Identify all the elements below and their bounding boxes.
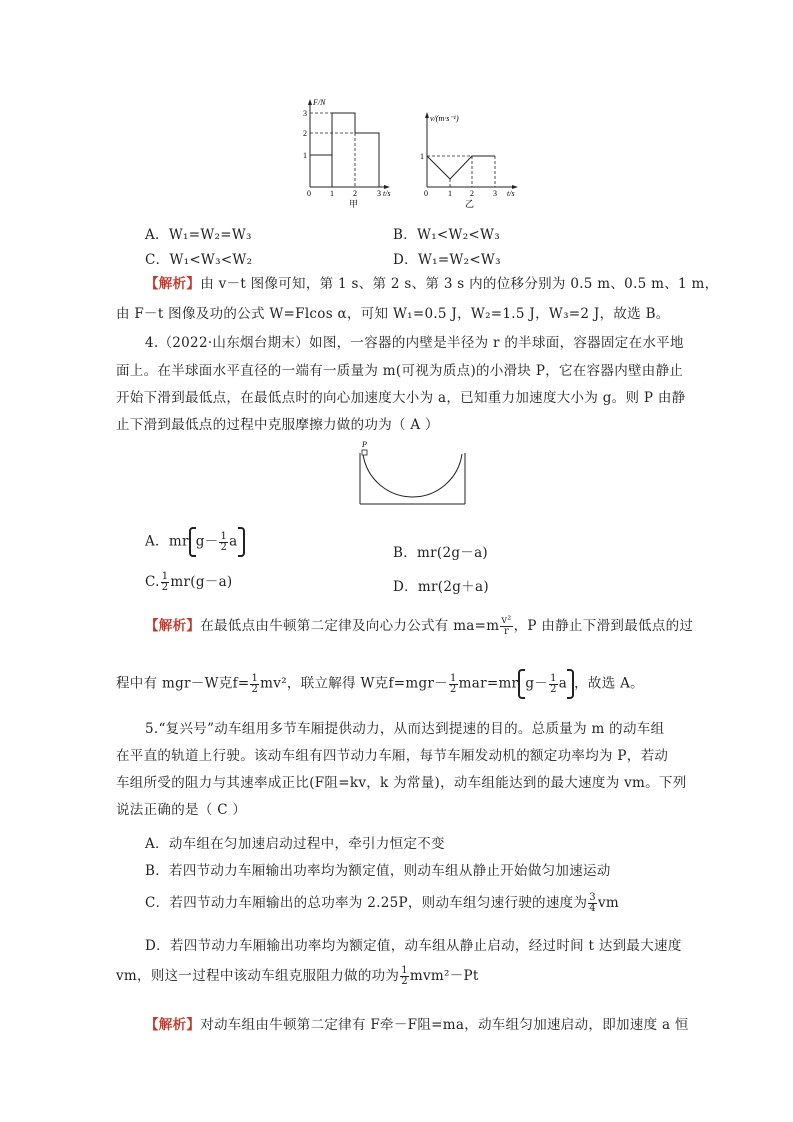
jia-ylabel: F/N (313, 98, 326, 107)
q5-option-a: A．动车组在匀加速启动过程中，牵引力恒定不变 (145, 836, 445, 852)
hemisphere-container-diagram (355, 438, 470, 508)
jia-ytick-2: 2 (303, 129, 307, 138)
q5-stem-line3: 车组所受的阻力与其速率成正比(F阻=kv，k 为常量)，动车组能达到的最大速度为 vm。下列 (116, 775, 687, 791)
jia-xtick-2: 2 (353, 189, 357, 198)
yi-xtick-3: 3 (493, 189, 497, 198)
q3-option-c: C．W₁<W₃<W₂ (145, 252, 253, 268)
force-time-graph (295, 95, 395, 210)
jia-caption: 甲 (349, 200, 359, 210)
q5-option-b: B．若四节动力车厢输出功率均为额定值，则动车组从静止开始做匀加速运动 (145, 863, 611, 879)
q5-stem-line1: 5.“复兴号”动车组用多节车厢提供动力，从而达到提速的目的。总质量为 m 的动车组 (145, 721, 665, 737)
q3-analysis-line1: 【解析】由 v－t 图像可知，第 1 s、第 2 s、第 3 s 内的位移分别为 0.5 m、0.5 m、1 m， (145, 276, 719, 292)
slider-block (362, 450, 367, 455)
label-p: P (362, 440, 367, 449)
q4-option-d: D．mr(2g＋a) (393, 579, 489, 595)
q4-analysis-line1: 【解析】在最低点由牛顿第二定律及向心力公式有 ma=m $\frac{\text{v²}}{r}$ ，P 由静止下滑到最低点的过 (145, 615, 694, 637)
yi-ylabel: v/(m·s⁻¹) (430, 114, 459, 123)
q5-stem-line2: 在平直的轨道上行驶。该动车组有四节动力车厢，每节车厢发动机的额定功率均为 P，若动 (116, 748, 669, 764)
q5-option-c: C．若四节动力车厢输出的总功率为 2.25P，则动车组匀速行驶的速度为 $\frac{3}{4}$ vm (145, 892, 619, 914)
yi-xlabel: t/s (507, 189, 515, 198)
velocity-time-graph (415, 108, 525, 210)
q5-stem-line4: 说法正确的是（ C ） (116, 802, 247, 818)
yi-xtick-2: 2 (470, 189, 474, 198)
q4-stem-line1: 4.（2022·山东烟台期末）如图，一容器的内壁是半径为 r 的半球面，容器固定在水平地 (145, 335, 684, 351)
q3-option-d: D．W₁=W₂<W₃ (393, 252, 501, 268)
jia-ytick-3: 3 (303, 109, 307, 118)
yi-xtick-0: 0 (424, 189, 428, 198)
q5-analysis-line1: 【解析】对动车组由牛顿第二定律有 F牵－F阻=ma，动车组匀加速启动，即加速度 a 恒 (145, 1017, 689, 1033)
q4-option-c: C. $\frac{1}{2}$ mr(g－a) (145, 571, 233, 593)
yi-xtick-1: 1 (448, 189, 452, 198)
jia-xtick-1: 1 (330, 189, 334, 198)
q4-option-a: A．mr g－ $\frac{1}{2}$ a (145, 527, 245, 557)
q5-option-d-line1: D．若四节动力车厢输出功率均为额定值，动车组从静止启动，经过时间 t 达到最大速度 (145, 938, 682, 954)
jia-xtick-0: 0 (307, 189, 311, 198)
yi-ytick-1: 1 (420, 152, 424, 161)
jia-ytick-1: 1 (303, 151, 307, 160)
q4-analysis-line2: 程中有 mgr－W克f= $\frac{1}{2}$ mv²，联立解得 W克f=mgr－ $\frac{1}{2}$ mar=mr g－ $\frac{1}{2}$ a ，故选 A。 (116, 669, 644, 699)
jia-xtick-3: 3 (377, 189, 381, 198)
q5-option-d-line2: vm，则这一过程中该动车组克服阻力做的功为 $\frac{1}{2}$ mvm²－Pt (116, 965, 479, 987)
q3-analysis-line2: 由 F－t 图像及功的公式 W=Flcos α，可知 W₁=0.5 J，W₂=1.5 J，W₃=2 J，故选 B。 (116, 306, 670, 322)
yi-caption: 乙 (465, 200, 475, 210)
q4-stem-line3: 开始下滑到最低点，在最低点时的向心加速度大小为 a，已知重力加速度大小为 g。则 P 由静 (116, 390, 686, 406)
q4-stem-line2: 面上。在半球面水平直径的一端有一质量为 m(可视为质点)的小滑块 P，它在容器内壁由静止 (116, 363, 684, 379)
q4-stem-line4: 止下滑到最低点的过程中克服摩擦力做的功为（ A ） (116, 417, 439, 433)
q4-option-b: B．mr(2g－a) (393, 545, 488, 561)
q3-option-a: A．W₁=W₂=W₃ (145, 227, 252, 243)
jia-xlabel: t/s (383, 189, 391, 198)
q3-option-b: B．W₁<W₂<W₃ (393, 227, 500, 243)
